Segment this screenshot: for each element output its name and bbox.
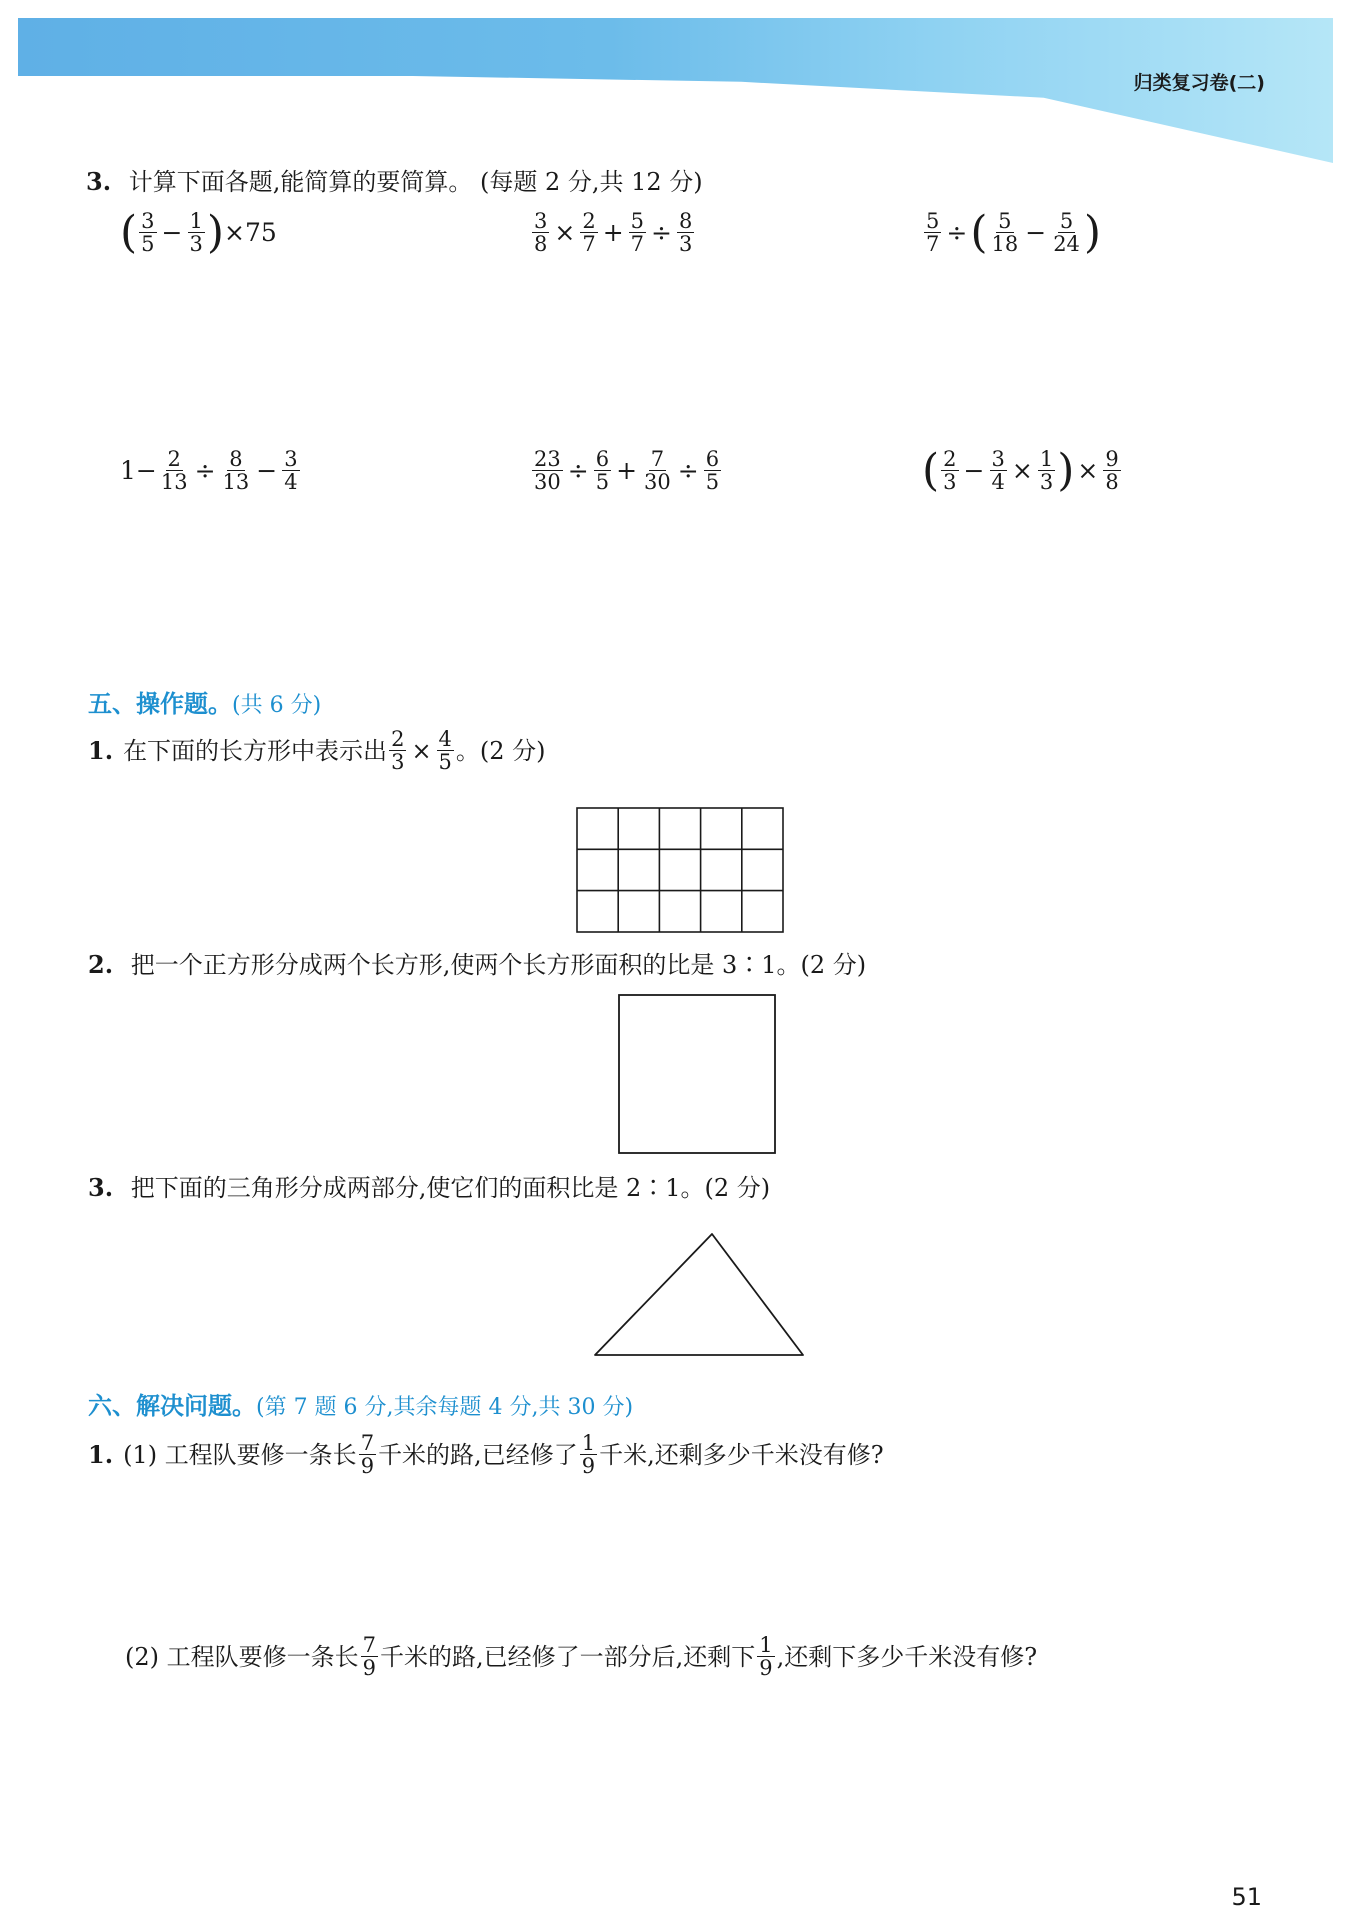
operator: ÷ — [651, 218, 672, 247]
right-paren: ) — [206, 206, 225, 258]
fraction: $\frac{7}{9}$ — [362, 1633, 376, 1680]
fraction: $\frac{9}{8}$ — [1105, 447, 1119, 494]
s5-q1-prefix: 在下面的长方形中表示出 — [123, 736, 388, 765]
operator: + — [616, 456, 638, 485]
fraction: $\frac{8}{13}$ — [222, 447, 250, 494]
fraction: $\frac{5}{24}$ — [1053, 209, 1080, 256]
s6-q1-p2-text-b: 千米的路,已经修了一部分后,还剩下 — [380, 1642, 756, 1671]
fraction: $\frac{23}{30}$ — [534, 447, 561, 494]
operator: × — [1077, 456, 1099, 485]
fraction: $\frac{7}{30}$ — [644, 447, 671, 494]
operator: ÷ — [946, 218, 968, 247]
expression-5 — [530, 448, 723, 493]
s5-q2-number: 2. — [88, 950, 114, 979]
section-5-title-text: 五、操作题。 — [88, 690, 232, 718]
fraction: $\frac{3}{4}$ — [284, 447, 298, 494]
fraction: $\frac{3}{8}$ — [534, 209, 548, 256]
operator: ÷ — [194, 456, 216, 485]
square-shape — [618, 994, 778, 1156]
expression-6 — [922, 444, 1123, 496]
s6-q1-part2 — [125, 1634, 1037, 1679]
fraction: $\frac{1}{9}$ — [581, 1431, 596, 1478]
q3-number: 3. — [86, 167, 112, 196]
fraction: $\frac{3}{5}$ — [141, 209, 155, 256]
s5-q2-text: 把一个正方形分成两个长方形,使两个长方形面积的比是 3∶1。(2 分) — [130, 951, 867, 979]
expression-1 — [120, 206, 277, 258]
fraction: $\frac{6}{5}$ — [705, 447, 720, 494]
fraction: $\frac{7}{9}$ — [360, 1431, 375, 1478]
left-paren: ( — [120, 206, 138, 258]
s5-q1-number: 1. — [88, 735, 114, 765]
fraction: $\frac{5}{18}$ — [991, 209, 1019, 256]
operator: − — [963, 456, 985, 485]
q3-prompt: 计算下面各题,能简算的要简算。 — [128, 168, 473, 196]
left-paren: ( — [970, 206, 988, 258]
right-paren: ) — [1057, 444, 1075, 496]
fraction: $\frac{2}{7}$ — [582, 209, 596, 256]
operator: + — [602, 218, 624, 247]
operator: − — [161, 218, 183, 247]
fraction: $\frac{3}{4}$ — [991, 447, 1005, 494]
operator: − — [256, 456, 278, 485]
expression-2 — [530, 210, 696, 255]
fraction: $\frac{2}{3}$ — [391, 727, 405, 774]
fraction: $\frac{8}{3}$ — [678, 209, 693, 256]
fraction: $\frac{5}{7}$ — [926, 209, 940, 256]
page-number: 51 — [1231, 1883, 1262, 1911]
operator: × — [1011, 456, 1033, 485]
s5-q3-number: 3. — [88, 1173, 114, 1202]
operator: × — [411, 736, 432, 765]
fraction: $\frac{1}{3}$ — [1039, 447, 1054, 494]
section-6-title-text: 六、解决问题。 — [88, 1392, 256, 1420]
operator: − — [1025, 218, 1047, 247]
left-paren: ( — [922, 444, 940, 496]
fraction: $\frac{6}{5}$ — [595, 447, 610, 494]
grid-rectangle — [576, 807, 786, 935]
fraction: $\frac{4}{5}$ — [438, 727, 452, 774]
s6-q1-p1-text-a: (1) 工程队要修一条长 — [123, 1440, 357, 1469]
fraction: $\frac{2}{3}$ — [943, 447, 957, 494]
s5-q3 — [88, 1173, 770, 1203]
s6-q1-p1-text-c: 千米,还剩多少千米没有修? — [599, 1440, 884, 1469]
expression-4 — [120, 448, 302, 493]
fraction: $\frac{1}{9}$ — [759, 1633, 773, 1680]
q3-score: (每题 2 分,共 12 分) — [479, 168, 703, 196]
s5-q1 — [88, 728, 546, 773]
right-paren: ) — [1083, 206, 1102, 258]
triangle-shape — [592, 1230, 807, 1358]
s6-q1-p2-text-a: (2) 工程队要修一条长 — [125, 1642, 359, 1671]
s6-q1-p2-text-c: ,还剩下多少千米没有修? — [776, 1642, 1038, 1671]
fraction: $\frac{5}{7}$ — [630, 209, 645, 256]
s6-q1-number: 1. — [88, 1439, 114, 1469]
operator: × — [554, 218, 576, 247]
header-title: 归类复习卷(二) — [1133, 72, 1265, 94]
section-5-title — [88, 684, 321, 719]
expression-lead: 1− — [120, 456, 157, 485]
section-6-title — [88, 1386, 633, 1421]
operator: ÷ — [567, 456, 589, 485]
s5-q1-suffix: 。(2 分) — [455, 736, 546, 765]
fraction: $\frac{1}{3}$ — [189, 209, 203, 256]
fraction: $\frac{2}{13}$ — [160, 447, 188, 494]
s6-q1-part1 — [88, 1432, 884, 1477]
section-5-note: (共 6 分) — [232, 693, 322, 718]
q3-heading — [86, 167, 703, 197]
s6-q1-p1-text-b: 千米的路,已经修了 — [378, 1440, 578, 1469]
expression-tail: ×75 — [224, 218, 277, 247]
s5-q3-text: 把下面的三角形分成两部分,使它们的面积比是 2∶1。(2 分) — [130, 1174, 771, 1202]
grid-outline — [577, 808, 783, 932]
expression-3 — [922, 206, 1102, 258]
section-6-note: (第 7 题 6 分,其余每题 4 分,共 30 分) — [256, 1395, 634, 1420]
s5-q2 — [88, 950, 866, 980]
operator: ÷ — [677, 456, 699, 485]
